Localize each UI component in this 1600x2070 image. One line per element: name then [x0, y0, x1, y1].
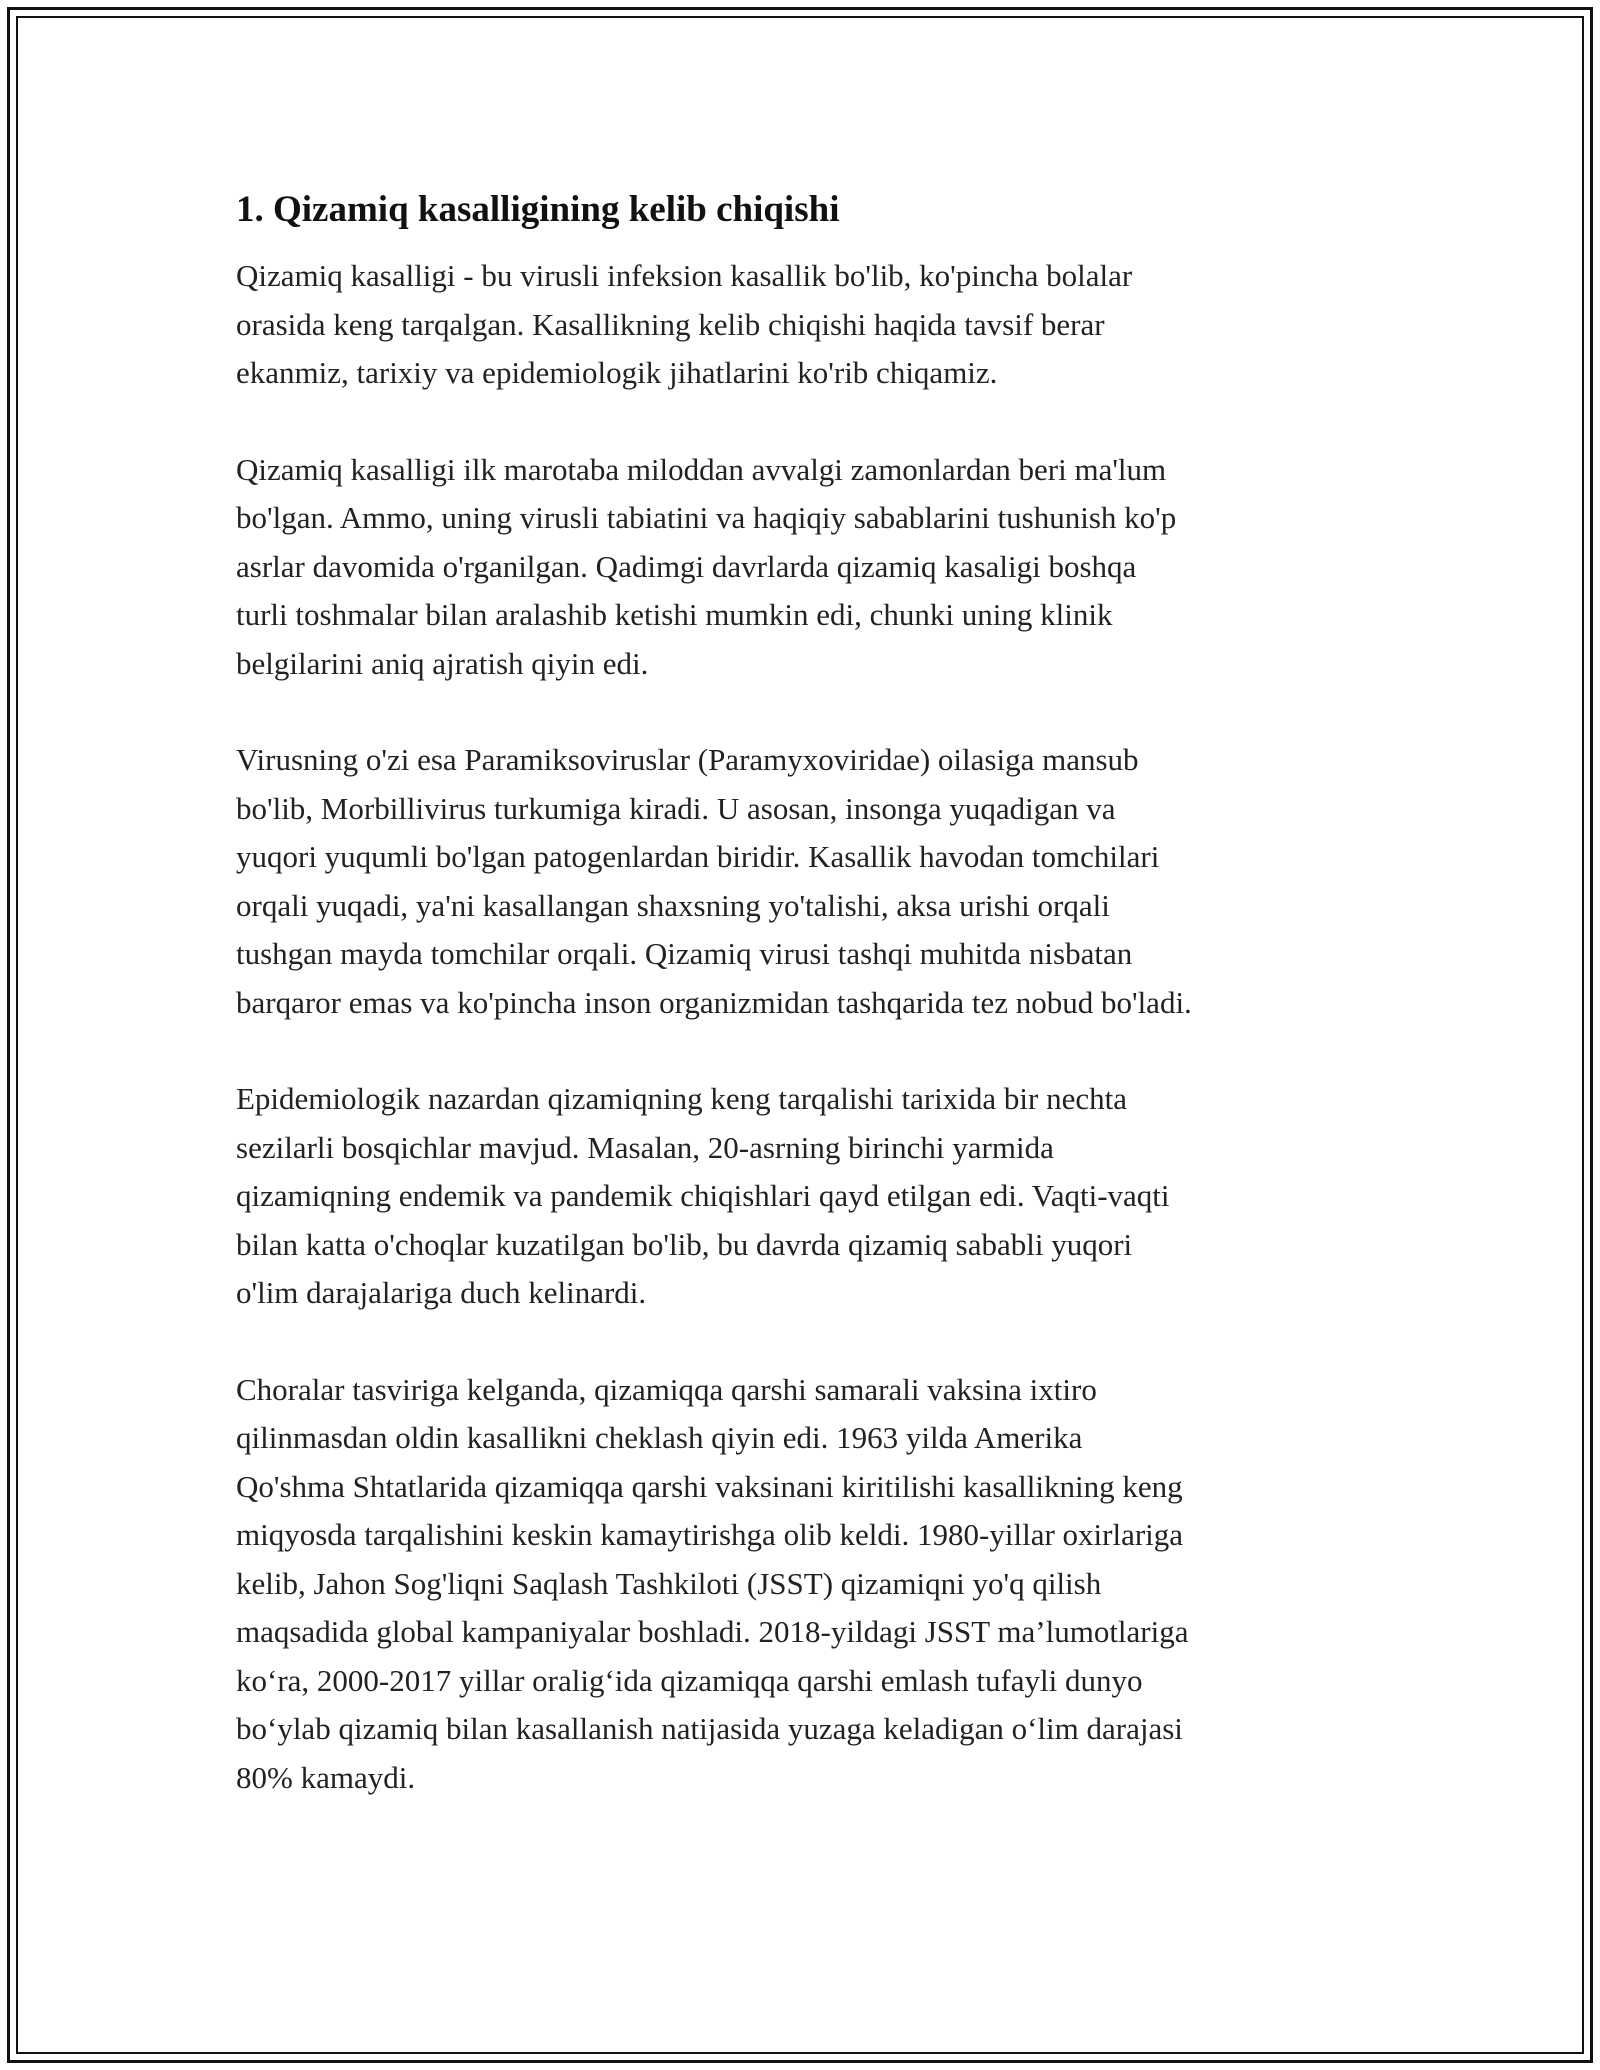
paragraph-intro: Qizamiq kasalligi - bu virusli infeksion kasallik bo'lib, ko'pincha bolalar orasida keng tarqalgan. Kasallikning kelib chiqishi haqida tavsif berar ekanmiz, tarixiy va epidemiologik jihatlarini ko'rib chiqamiz.: [236, 258, 1133, 390]
paragraph-epidemiology: Epidemiologik nazardan qizamiqning keng tarqalishi tarixida bir nechta sezilarli bosqichlar mavjud. Masalan, 20-asrning birinchi yarmida qizamiqning endemik va pandemik chiqishlari qayd etilgan edi. Vaqti-vaqti bilan katta o'choqlar kuzatilgan bo'lib, bu davrda qizamiq sababli yuqori o'lim darajalariga duch kelinardi.: [236, 1081, 1170, 1310]
paragraph-measures: Choralar tasviriga kelganda, qizamiqqa qarshi samarali vaksina ixtiro qilinmasdan oldin kasallikni cheklash qiyin edi. 1963 yilda Amerika Qo'shma Shtatlarida qizamiqqa qarshi vaksinani kiritilishi kasallikning keng miqyosda tarqalishini keskin kamaytirishga olib keldi. 1980-yillar oxirlariga kelib, Jahon Sog'liqni Saqlash Tashkiloti (JSST) qizamiqni yo'q qilish maqsadida global kampaniyalar boshladi. 2018-yildagi JSST ma’lumotlariga ko‘ra, 2000-2017 yillar oralig‘ida qizamiqqa qarshi emlash tufayli dunyo bo‘ylab qizamiq bilan kasallanish natijasida yuzaga keladigan o‘lim darajasi 80% kamaydi.: [236, 1371, 1189, 1795]
document-body: [236, 186, 1376, 1850]
paragraph-history: Qizamiq kasalligi ilk marotaba miloddan avvalgi zamonlardan beri ma'lum bo'lgan. Ammo, uning virusli tabiatini va haqiqiy sabablarini tushunish ko'p asrlar davomida o'rganilgan. Qadimgi davrlarda qizamiq kasaligi boshqa turli toshmalar bilan aralashib ketishi mumkin edi, chunki uning klinik belgilarini aniq ajratish qiyin edi.: [236, 451, 1177, 681]
paragraph-virus: Virusning o'zi esa Paramiksoviruslar (Paramyxoviridae) oilasiga mansub bo'lib, Morbillivirus turkumiga kiradi. U asosan, insonga yuqadigan va yuqori yuqumli bo'lgan patogenlardan biridir. Kasallik havodan tomchilari orqali yuqadi, ya'ni kasallangan shaxsning yo'talishi, aksa urishi orqali tushgan mayda tomchilar orqali. Qizamiq virusi tashqi muhitda nisbatan barqaror emas va ko'pincha inson organizmidan tashqarida tez nobud bo'ladi.: [236, 742, 1192, 1020]
section-heading: 1. Qizamiq kasalligining kelib chiqishi: [236, 189, 840, 230]
